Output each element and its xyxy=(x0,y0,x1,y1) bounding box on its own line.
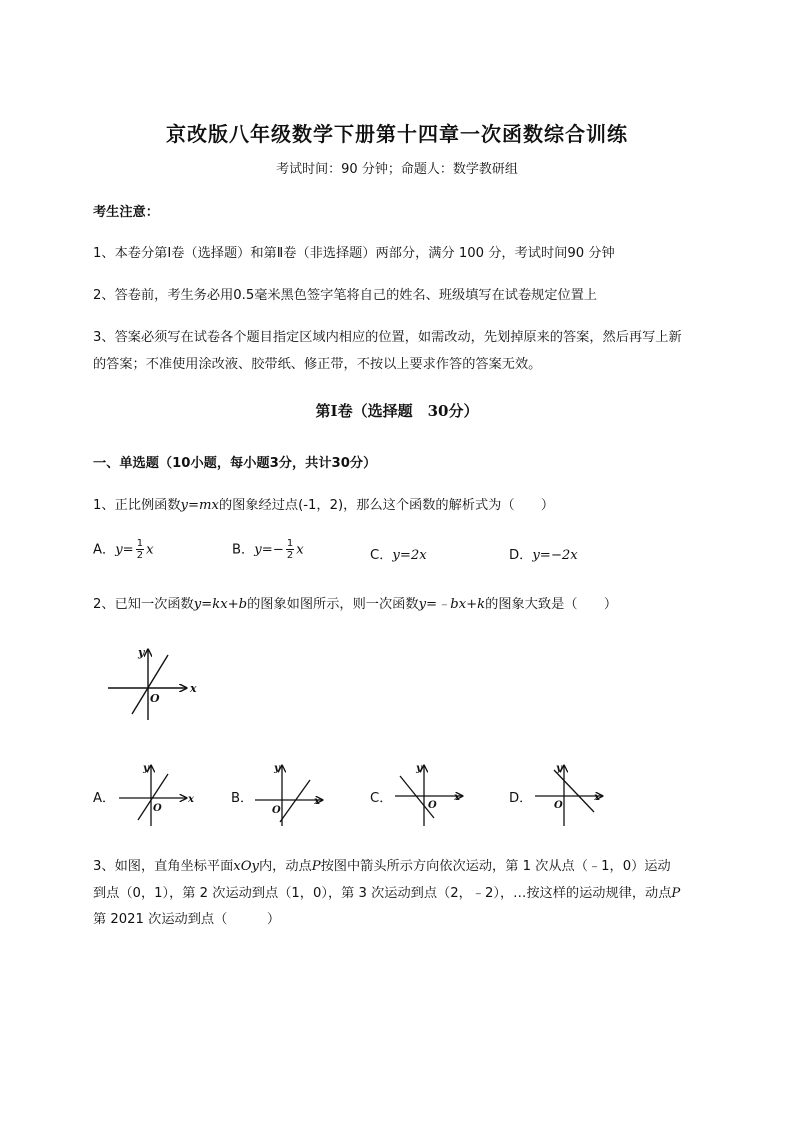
notice-item-1: 1、本卷分第Ⅰ卷（选择题）和第Ⅱ卷（非选择题）两部分，满分 100 分，考试时间90 分钟 xyxy=(93,246,615,261)
function-line xyxy=(132,655,168,714)
notice-item-2: 2、答卷前，考生务必用0.5毫米黑色签字笔将自己的姓名、班级填写在试卷规定位置上 xyxy=(93,288,598,303)
q2-option-a-label[interactable]: A． xyxy=(93,791,116,806)
q3-line2-text: 到点（0，1），第 2 次运动到点（1，0），第 3 次运动到点（2，﹣2），…按这样的运动规律，动点 xyxy=(93,886,672,901)
origin-label: O xyxy=(428,800,437,811)
q1-pre: 1、正比例函数 xyxy=(93,498,181,513)
option-a-numerator: 1 xyxy=(136,538,144,549)
origin-label: O xyxy=(153,803,162,814)
x-axis-label: x xyxy=(594,792,600,803)
y-axis-label: y xyxy=(416,763,422,774)
origin-label: O xyxy=(554,800,563,811)
q1-option-d[interactable] xyxy=(509,544,578,563)
question-3-line-3: 第 2021 次运动到点（ ） xyxy=(93,912,281,927)
question-3-line-2 xyxy=(93,882,680,901)
q2-option-b-label[interactable]: B． xyxy=(231,791,254,806)
option-a-var: x xyxy=(146,542,154,558)
q3-point: P xyxy=(311,859,321,874)
exam-title: 京改版八年级数学下册第十四章一次函数综合训练 xyxy=(166,122,628,146)
origin-label: O xyxy=(272,805,281,816)
q1-option-a[interactable] xyxy=(93,538,154,561)
q2-func1: y=kx+b xyxy=(193,597,248,612)
option-a-lhs: y= xyxy=(115,542,134,558)
notice-item-3: 3、答案必须写在试卷各个题目指定区域内相应的位置，如需改动，先划掉原来的答案，然后再写上新 xyxy=(93,330,682,345)
q1-option-c[interactable] xyxy=(370,544,427,563)
option-b-numerator: 1 xyxy=(286,538,294,549)
q2-main-graph xyxy=(100,640,200,722)
q2-option-d-label[interactable]: D． xyxy=(509,791,533,806)
q2-func2: y=﹣bx+k xyxy=(418,597,486,612)
question-2 xyxy=(93,593,617,612)
x-axis-label: x xyxy=(314,796,320,807)
question-1 xyxy=(93,494,554,513)
q2-option-c-label[interactable]: C． xyxy=(370,791,393,806)
option-a-denominator: 2 xyxy=(136,550,144,561)
option-a-label: A． xyxy=(93,542,116,558)
option-b-var: x xyxy=(296,542,304,558)
q2-option-c-graph[interactable] xyxy=(392,760,472,828)
q2-option-b-graph[interactable] xyxy=(252,760,332,828)
origin-label: O xyxy=(150,692,160,705)
notice-item-3-cont: 的答案；不准使用涂改液、胶带纸、修正带，不按以上要求作答的答案无效。 xyxy=(93,357,542,372)
q2-option-a-graph[interactable] xyxy=(116,760,196,828)
q2-mid: 的图象如图所示，则一次函数 xyxy=(247,597,419,612)
function-line xyxy=(280,780,310,822)
q1-func: y=mx xyxy=(180,498,219,513)
section-title: 第Ⅰ卷（选择题 30分） xyxy=(315,402,479,420)
q3-mid: 内，动点 xyxy=(258,859,312,874)
x-axis-label: x xyxy=(454,792,460,803)
option-d-label: D． xyxy=(509,548,533,563)
x-axis-label: x xyxy=(190,682,197,695)
y-axis-label: y xyxy=(556,763,562,774)
option-b-denominator: 2 xyxy=(286,550,294,561)
q2-post: 的图象大致是（ ） xyxy=(485,597,618,612)
option-c-text: y=2x xyxy=(392,548,427,563)
notice-heading: 考生注意： xyxy=(93,205,159,220)
option-b-lhs: y=− xyxy=(254,542,284,558)
q1-option-b[interactable] xyxy=(232,538,304,561)
q1-post: 的图象经过点(-1，2)，那么这个函数的解析式为（ ） xyxy=(218,498,555,513)
option-d-text: y=−2x xyxy=(532,548,578,563)
x-axis-label: x xyxy=(188,794,194,805)
q2-option-d-graph[interactable] xyxy=(532,760,612,828)
q2-pre: 2、已知一次函数 xyxy=(93,597,194,612)
q3-point-2: P xyxy=(671,886,681,901)
option-a-fraction xyxy=(136,538,144,561)
y-axis-label: y xyxy=(274,763,280,774)
q3-post: 按图中箭头所示方向依次运动，第 1 次从点（﹣1，0）运动 xyxy=(320,859,671,874)
option-b-label: B． xyxy=(232,542,255,558)
q3-pre: 3、如图，直角坐标平面 xyxy=(93,859,234,874)
exam-subtitle: 考试时间：90 分钟；命题人：数学教研组 xyxy=(276,162,518,177)
option-c-label: C． xyxy=(370,548,393,563)
q3-plane: xOy xyxy=(233,859,259,874)
y-axis-label: y xyxy=(138,646,145,659)
function-line xyxy=(400,776,434,818)
option-b-fraction xyxy=(286,538,294,561)
y-axis-label: y xyxy=(143,763,149,774)
question-3-line-1 xyxy=(93,855,671,874)
part-heading: 一、单选题（10小题，每小题3分，共计30分） xyxy=(93,456,377,471)
